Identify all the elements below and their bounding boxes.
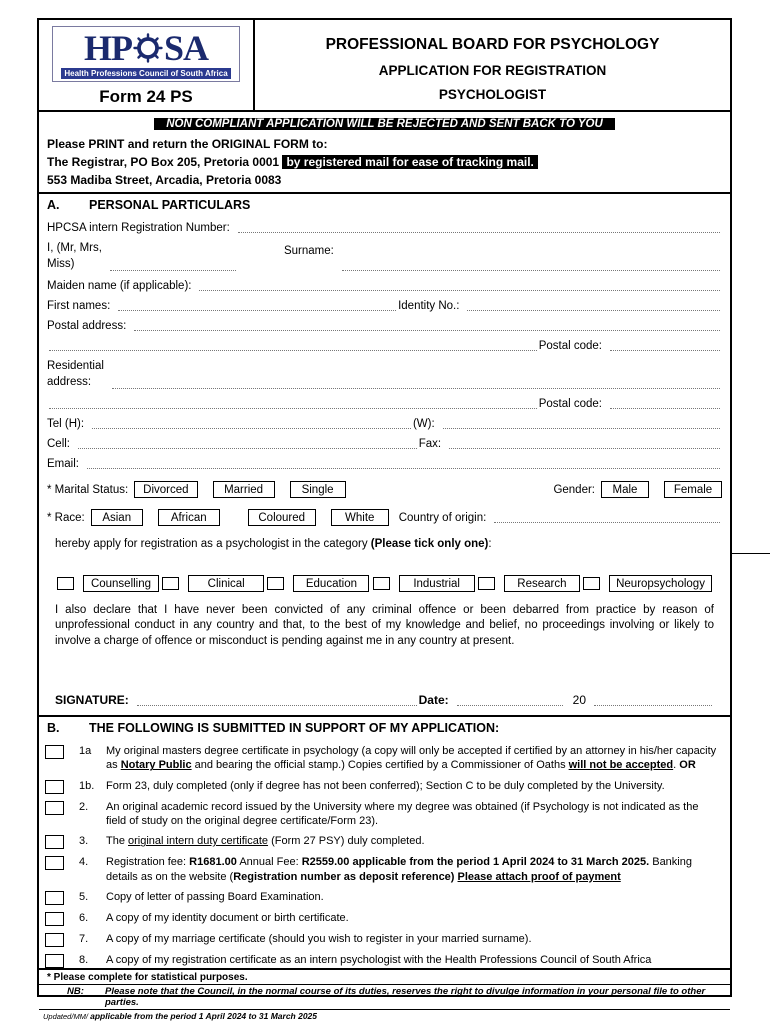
intern-number-label: HPCSA intern Registration Number: [47, 222, 230, 234]
item-4-checkbox[interactable] [45, 856, 64, 870]
marital-option-divorced[interactable]: Divorced [134, 481, 197, 498]
print-instruction: Please PRINT and return the ORIGINAL FORM to: [47, 137, 328, 151]
residential-postal-code-row [47, 397, 722, 410]
marital-option-single[interactable]: Single [290, 481, 346, 498]
surname-label: Surname: [283, 245, 334, 258]
signature-label: SIGNATURE: [55, 693, 129, 708]
signature-row [47, 693, 722, 707]
board-title: PROFESSIONAL BOARD FOR PSYCHOLOGY [325, 36, 660, 53]
postal-code-label: Postal code: [538, 340, 602, 353]
updated-note: Updated/MM/ applicable from the period 1 April 2024 to 31 March 2025 [39, 1009, 730, 1023]
return-address-block [39, 133, 730, 194]
category-options-row [47, 575, 722, 592]
country-of-origin-input[interactable] [494, 511, 720, 523]
statistical-note: * Please complete for statistical purposes. [39, 968, 730, 984]
year-prefix: 20 [572, 693, 586, 708]
category-education-checkbox[interactable] [267, 577, 284, 590]
category-education [267, 575, 369, 592]
item-2: 2. An original academic record issued by the University where my degree was obtained (if Psychology is not indicated as the field of study on the original degree certificate/Form 23). [45, 800, 722, 829]
street-address: 553 Madiba Street, Arcadia, Pretoria 0083 [47, 173, 282, 187]
salutation-input[interactable] [110, 259, 236, 271]
marital-status-label: * Marital Status: [47, 483, 129, 496]
form-header [39, 20, 730, 112]
personal-particulars-fields [39, 214, 730, 715]
email-input[interactable] [87, 457, 720, 469]
item-4: 4. Registration fee: R1681.00 Annual Fee: R2559.00 applicable from the period 1 April 2024 to 31 March 2025. Banking details as on the website (Registration number as deposit reference) Please attach proof of payment [45, 855, 722, 884]
maiden-name-input[interactable] [199, 279, 720, 291]
marital-option-married[interactable]: Married [213, 481, 275, 498]
race-option-asian[interactable]: Asian [91, 509, 143, 526]
salutation-surname-row [47, 241, 722, 272]
postal-address-row [47, 319, 722, 332]
residential-address-row [47, 359, 722, 390]
item-7-checkbox[interactable] [45, 933, 64, 947]
residential-postal-code-input[interactable] [610, 397, 720, 409]
section-b-title: THE FOLLOWING IS SUBMITTED IN SUPPORT OF MY APPLICATION: [89, 721, 500, 736]
item-3: 3. The original intern duty certificate (Form 27 PSY) duly completed. [45, 834, 722, 849]
registered-mail-highlight: by registered mail for ease of tracking mail. [282, 155, 537, 169]
item-5: 5. Copy of letter of passing Board Examination. [45, 890, 722, 905]
postal-code-row [47, 339, 722, 352]
registrar-address: The Registrar, PO Box 205, Pretoria 0001 by registered mail for ease of tracking mail. [47, 155, 722, 169]
cell-input[interactable] [78, 437, 417, 449]
hpcsa-logo [52, 26, 239, 82]
gear-c-icon [133, 33, 163, 63]
gender-option-female[interactable]: Female [664, 481, 722, 498]
category-counselling-label: Counselling [83, 575, 159, 592]
cell-fax-row [47, 437, 722, 450]
tel-work-label: (W): [412, 418, 435, 431]
category-clinical [162, 575, 264, 592]
section-a-heading [39, 194, 730, 214]
section-a-letter: A. [47, 198, 60, 212]
fax-label: Fax: [418, 438, 442, 451]
item-5-checkbox[interactable] [45, 891, 64, 905]
year-input[interactable] [594, 694, 712, 706]
logo-text-right: SA [163, 28, 209, 68]
residential-address-input[interactable] [112, 377, 720, 389]
category-neuropsychology-label: Neuropsychology [609, 575, 712, 592]
section-b-heading [39, 715, 730, 737]
declaration-paragraph: I also declare that I have never been convicted of any criminal offence or been debarred from practice by reason of unprofessional conduct in any country and that, to the best of my knowledge and belief, no proceedings involving or likely to involve a charge of offence or misconduct is pending against me in any country at present. [55, 603, 714, 647]
maiden-name-label: Maiden name (if applicable): [47, 280, 192, 293]
form-number: Form 24 PS [99, 87, 193, 106]
nb-text: Please note that the Council, in the normal course of its duties, reserves the right to divulge information in your personal file to other parties. [105, 985, 706, 1008]
category-clinical-checkbox[interactable] [162, 577, 179, 590]
nb-note [39, 984, 730, 1009]
category-industrial-label: Industrial [399, 575, 475, 592]
gender-label: Gender: [553, 483, 595, 496]
surname-input[interactable] [342, 259, 720, 271]
tel-home-label: Tel (H): [47, 418, 85, 431]
item-3-checkbox[interactable] [45, 835, 64, 849]
item-8: 8. A copy of my registration certificate as an intern psychologist with the Health Professions Council of South Africa [45, 953, 722, 968]
item-1b-checkbox[interactable] [45, 780, 64, 794]
non-compliant-banner [39, 112, 730, 133]
supporting-documents-list [39, 737, 730, 968]
country-of-origin-label: Country of origin: [398, 511, 487, 524]
category-education-label: Education [293, 575, 369, 592]
postal-address-input[interactable] [134, 319, 720, 331]
nb-label: NB: [67, 985, 84, 997]
item-6: 6. A copy of my identity document or birth certificate. [45, 911, 722, 926]
first-names-input[interactable] [118, 299, 396, 311]
postal-address-label: Postal address: [47, 320, 127, 333]
logo-cell [39, 20, 255, 110]
category-research-label: Research [504, 575, 580, 592]
race-option-white[interactable]: White [331, 509, 389, 526]
category-clinical-label: Clinical [188, 575, 264, 592]
category-neuropsychology-checkbox[interactable] [583, 577, 600, 590]
category-neuropsychology [583, 575, 712, 592]
email-label: Email: [47, 458, 79, 471]
section-a-title: PERSONAL PARTICULARS [89, 198, 251, 212]
postal-address-line2-input[interactable] [49, 339, 537, 351]
postal-code-input[interactable] [610, 339, 720, 351]
hpcsa-logo-acronym [84, 30, 208, 66]
logo-subtitle: Health Professions Council of South Africa [61, 68, 230, 79]
marital-gender-row [47, 481, 722, 498]
form-border-box [37, 18, 732, 1021]
intern-number-input[interactable] [238, 221, 720, 233]
tel-work-input[interactable] [443, 417, 720, 429]
email-row [47, 457, 722, 470]
race-label: * Race: [47, 511, 85, 524]
residential-address-label: Residential address: [47, 360, 104, 388]
category-industrial [373, 575, 475, 592]
non-compliant-banner-text: NON COMPLIANT APPLICATION WILL BE REJECTED AND SENT BACK TO YOU [154, 118, 615, 130]
category-research-checkbox[interactable] [478, 577, 495, 590]
item-1b: 1b. Form 23, duly completed (only if degree has not been conferred); Section C to be duly completed by the University. [45, 779, 722, 794]
logo-text-left: HP [83, 28, 132, 68]
item-8-checkbox[interactable] [45, 954, 64, 968]
item-2-checkbox[interactable] [45, 801, 64, 815]
application-title: APPLICATION FOR REGISTRATION [378, 63, 607, 78]
residential-postal-code-label: Postal code: [538, 398, 602, 411]
date-label: Date: [418, 693, 449, 708]
cell-label: Cell: [47, 438, 71, 451]
fax-input[interactable] [449, 437, 720, 449]
page-edge-artifact-line [730, 553, 770, 554]
gender-option-male[interactable]: Male [601, 481, 649, 498]
category-research [478, 575, 580, 592]
item-7: 7. A copy of my marriage certificate (should you wish to register in your married surname). [45, 932, 722, 947]
telephone-row [47, 417, 722, 430]
identity-no-input[interactable] [467, 299, 720, 311]
title-cell [255, 20, 730, 110]
race-option-african[interactable]: African [158, 509, 220, 526]
item-6-checkbox[interactable] [45, 912, 64, 926]
signature-input[interactable] [137, 694, 417, 706]
date-input[interactable] [457, 694, 563, 706]
maiden-name-row [47, 279, 722, 292]
residential-address-line2-input[interactable] [49, 397, 537, 409]
intern-number-row [47, 221, 722, 234]
first-names-label: First names: [47, 300, 111, 313]
category-industrial-checkbox[interactable] [373, 577, 390, 590]
item-1a-checkbox[interactable] [45, 745, 64, 759]
race-country-row [47, 509, 722, 526]
profession-title: PSYCHOLOGIST [438, 87, 547, 102]
section-b-letter: B. [47, 721, 60, 736]
category-counselling [57, 575, 159, 592]
tel-home-input[interactable] [92, 417, 411, 429]
race-option-coloured[interactable]: Coloured [248, 509, 316, 526]
identity-no-label: Identity No.: [398, 300, 460, 313]
salutation-label: I, (Mr, Mrs, Miss) [47, 242, 102, 270]
category-counselling-checkbox[interactable] [57, 577, 74, 590]
item-1a: 1a My original masters degree certificate in psychology (a copy will only be accepted if certified by an attorney in his/her capacity as Notary Public and bearing the official stamp.) Copies certified by a Commissioner of Oaths will not be accepted. OR [45, 744, 722, 773]
first-names-row [47, 299, 722, 312]
category-intro: hereby apply for registration as a psychologist in the category (Please tick only one): [55, 538, 492, 551]
